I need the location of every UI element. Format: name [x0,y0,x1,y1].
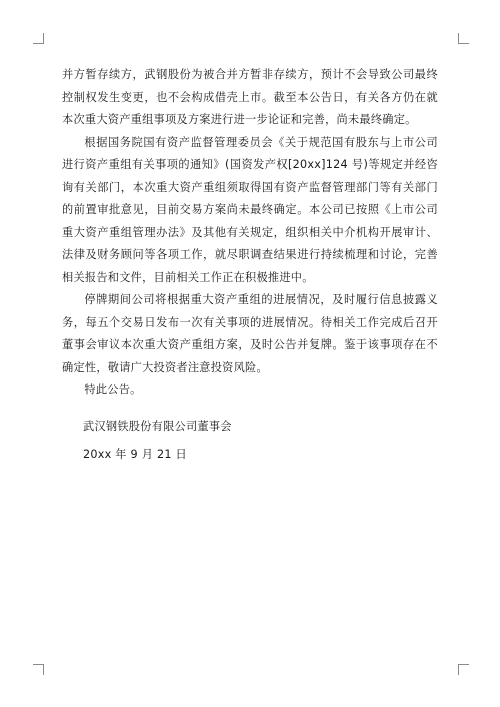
signature-date: 20xx 年 9 月 21 日 [83,448,187,461]
crop-mark-bottom-left [33,664,44,675]
crop-mark-top-right [458,33,469,44]
crop-mark-bottom-right [458,664,469,675]
document-body [62,64,438,402]
paragraph-suspension: 停牌期间公司将根据重大资产重组的进展情况，及时履行信息披露义务，每五个交易日发布一次有关事项的进展情况。待相关工作完成后召开董事会审议本次重大资产重组方案，及时公告并复牌。鉴于该事项存在不确定性，敬请广大投资者注意投资风险。 [62,293,438,374]
paragraph-approval: 根据国务院国有资产监督管理委员会《关于规范国有股东与上市公司进行资产重组有关事项的通知》(国资发产权[20xx]124 号)等规定并经咨询有关部门，本次重大资产重组须取得国有资产监督管理部门等有关部门的前置审批意见，目前交易方案尚未最终确定。本公司已按照《上市公司重大资产重组管理办法》及其他有关规定，组织相关中介机构开展审计、法律及财务顾问等各项工作，就尽职调查结果进行持续梳理和讨论，完善相关报告和文件，目前相关工作正在积极推进中。 [62,135,438,284]
signature-company: 武汉钢铁股份有限公司董事会 [83,420,232,433]
crop-mark-top-left [33,33,44,44]
paragraph-closing: 特此公告。 [84,383,142,396]
paragraph-continued: 并方暂存续方，武钢股份为被合并方暂非存续方，预计不会导致公司最终控制权发生变更，也不会构成借壳上市。截至本公告日，有关各方仍在就本次重大资产重组事项及方案进行进一步论证和完善，尚未最终确定。 [62,68,438,126]
